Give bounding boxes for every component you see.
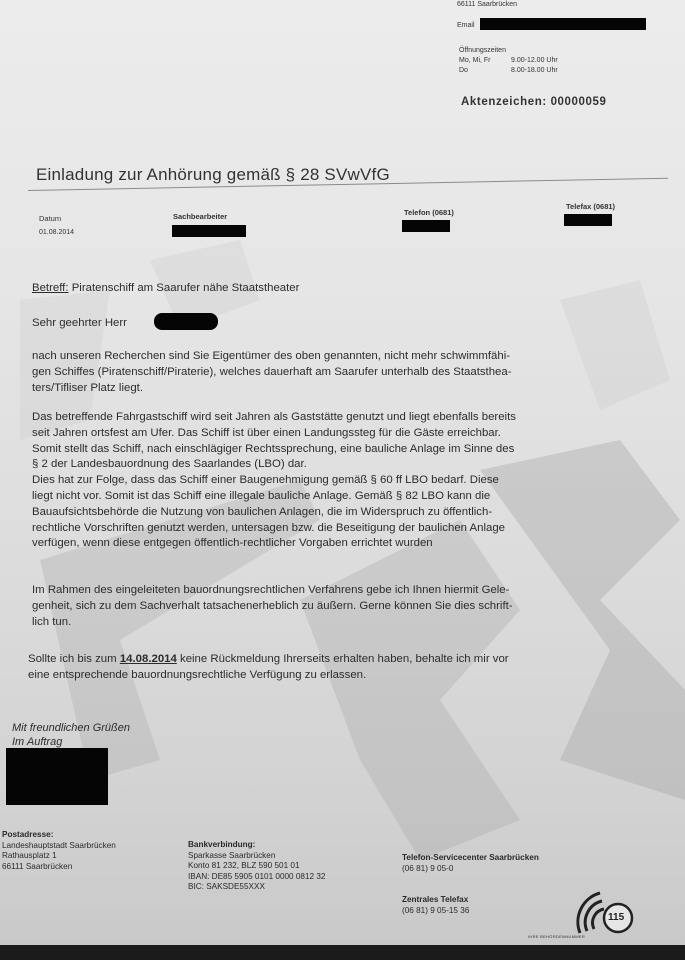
postal-line: Landeshauptstadt Saarbrücken [2,840,116,850]
reference-label: Aktenzeichen: [461,96,547,108]
paragraph-4 [28,652,658,684]
text-line: Somit stellt das Schiff, nach einschlägiger Rechtssprechung, eine bauliche Anlage im Sinne des [32,442,515,455]
closing [12,721,130,749]
text-line: verfügen, wenn diese entgegen öffentlich-rechtlicher Vorgaben errichtet wurden [32,537,433,550]
date-value: 01.08.2014 [39,229,75,236]
paragraph-3 [32,583,657,630]
postal-line: Rathausplatz 1 [2,851,57,860]
bank-line: IBAN: DE85 5905 0101 0000 0812 32 [188,871,326,881]
closing-greeting: Mit freundlichen Grüßen [12,722,130,734]
redacted-name [154,313,218,330]
text-line: Bauaufsichtsbehörde die Nutzung von baulichen Anlagen, die im Widerspruch zu öffentlich- [32,505,493,518]
text-line [28,652,658,668]
hours-row1-time: 9.00-12.00 Uhr [511,57,558,64]
redacted-email [480,18,646,30]
email-label: Email [457,22,475,29]
logo-number: 115 [608,912,625,923]
text-line: eine entsprechende bauordnungsrechtliche Verfügung zu erlassen. [28,668,367,681]
subject-label: Betreff: [32,282,69,294]
phone-label: Telefon (0681) [404,208,454,217]
bank-line: Konto 81 232, BLZ 590 501 01 [188,861,300,870]
closing-on-behalf: Im Auftrag [12,736,63,748]
text-line: § 2 der Landesbauordnung des Saarlandes (LBO) dar. [32,458,307,471]
text-fragment: keine Rückmeldung Ihrerseits erhalten haben, behalte ich mir vor [180,653,509,665]
paragraph-2 [32,410,657,552]
hours-row1-days: Mo, Mi, Fr [459,57,491,64]
reference-number [461,96,607,108]
central-fax-number: (06 81) 9 05-15 36 [402,905,470,915]
subject-line [32,281,299,297]
text-line: lich tun. [32,615,72,628]
text-line: seit Jahren ortsfest am Ufer. Das Schiff ist über einen Landungssteg für die Gäste erreichbar. [32,426,501,439]
text-line: gen Schiffes (Piratenschiff/Piraterie), welches dauerhaft am Saarufer unterhalb des Staatsthea- [32,365,512,378]
deadline-date: 14.08.2014 [119,653,177,665]
service-115-logo [528,885,650,940]
text-line: Dies hat zur Folge, dass das Schiff einer Baugenehmigung gemäß § 60 ff LBO bedarf. Diese [32,474,499,487]
hours-row2-days: Do [459,67,468,74]
salutation: Sehr geehrter Herr [32,317,127,329]
clerk-label: Sachbearbeiter [173,212,228,221]
postal-label: Postadresse: [2,830,54,839]
text-line: Im Rahmen des eingeleiteten bauordnungsrechtlichen Verfahrens gebe ich Ihnen hiermit Gele- [32,584,510,596]
footer-fax [402,895,469,916]
service-number: (06 81) 9 05-0 [402,863,454,873]
footer-bank [188,840,325,893]
redacted-clerk [172,225,246,237]
text-line: Das betreffende Fahrgastschiff wird seit Jahren als Gaststätte genutzt und liegt ebenfalls bereits [32,411,516,423]
footer-postal [2,830,116,872]
sender-city: 66111 Saarbrücken [457,1,518,8]
text-line: liegt nicht vor. Somit ist das Schiff eine illegale bauliche Anlage. Gemäß § 82 LBO kann die [32,489,491,502]
central-fax-label: Zentrales Telefax [402,895,469,904]
text-fragment: Sollte ich bis zum [28,653,117,665]
hours-row2-time: 8.00-18.00 Uhr [511,67,558,74]
postal-line: 66111 Saarbrücken [2,861,73,871]
text-line: rechtliche Vorschriften genutzt werden, untersagen bzw. die Beseitigung der baulichen Anlage [32,521,506,534]
logo-caption: IHRE BEHÖRDENNUMMER [528,934,586,939]
redacted-signature [6,748,108,805]
paragraph-1 [32,349,657,396]
reference-value: 00000059 [550,96,607,108]
service-label: Telefon-Servicecenter Saarbrücken [402,853,539,862]
phone-waves-icon [560,885,650,940]
bank-line: Sparkasse Saarbrücken [188,850,276,860]
text-line: ters/Tifliser Platz liegt. [32,381,143,394]
text-line: nach unseren Recherchen sind Sie Eigentümer des oben genannten, nicht mehr schwimmfähi- [32,350,511,362]
footer-service [402,853,539,874]
redacted-phone [402,220,450,232]
date-label: Datum [39,214,62,223]
subject-text: Piratenschiff am Saarufer nähe Staatstheater [71,282,300,294]
opening-hours-label: Öffnungszeiten [459,47,506,54]
fax-label: Telefax (0681) [566,202,616,211]
text-line: genheit, sich zu dem Sachverhalt tatsachenerheblich zu äußern. Gerne können Sie dies schrift- [32,599,513,612]
redacted-fax [564,214,612,226]
letter-title: Einladung zur Anhörung gemäß § 28 SVwVfG [36,165,390,184]
bank-line: BIC: SAKSDE55XXX [188,882,265,891]
bank-label: Bankverbindung: [188,840,256,849]
